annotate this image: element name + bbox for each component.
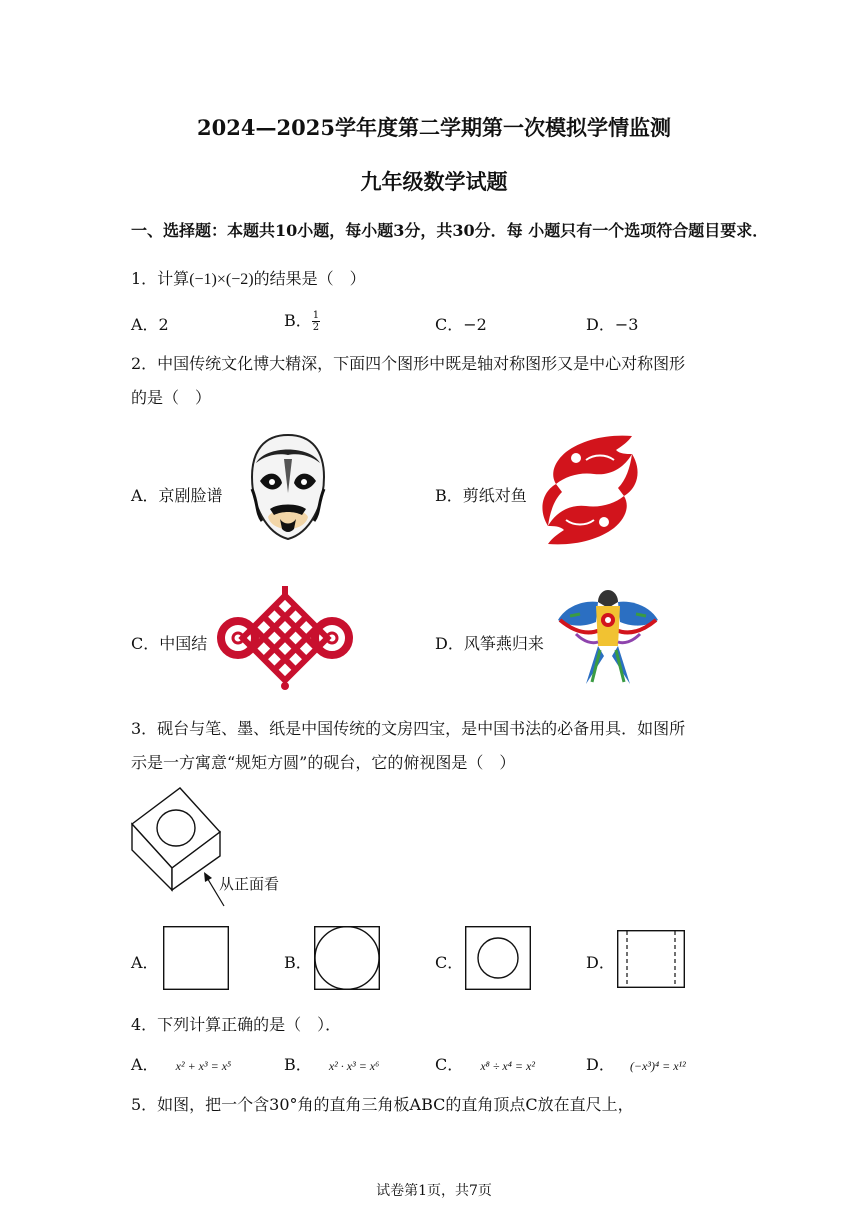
q4-option-a-expression: x² + x³ = x⁵ xyxy=(175,1059,232,1073)
q4-option-d-expression: (−x³)⁴ = x¹² xyxy=(629,1059,686,1073)
q4-option-d[interactable]: D． (−x³)⁴ = x¹² xyxy=(586,1055,686,1074)
question-2-line1: 2．中国传统文化博大精深，下面四个图形中既是轴对称图形又是中心对称图形 xyxy=(131,354,686,373)
question-1 xyxy=(131,266,366,289)
q2-option-c[interactable]: C．中国结 xyxy=(131,634,208,653)
q1-option-b-label: B． xyxy=(284,311,312,330)
page-footer: 试卷第1页，共7页 xyxy=(376,1183,492,1199)
q4-option-b[interactable]: B． x² · x³ = x⁶ xyxy=(284,1055,380,1074)
q3-option-a-square-figure xyxy=(163,926,229,990)
q3-option-c-small-circle-figure xyxy=(465,926,531,990)
q1-option-a[interactable]: A．2 xyxy=(131,315,169,334)
opera-mask-image xyxy=(246,433,330,543)
q4-option-a[interactable]: A． x² + x³ = x⁵ xyxy=(131,1055,232,1074)
q3-option-b-inscribed-circle-figure xyxy=(314,926,380,990)
q3-option-b[interactable]: B． xyxy=(284,953,312,972)
q3-option-d[interactable]: D． xyxy=(586,953,615,972)
q4-option-c-expression: x⁸ ÷ x⁴ = x² xyxy=(480,1059,535,1073)
exam-subtitle: 九年级数学试题 xyxy=(360,169,508,194)
q4-option-c[interactable]: C． x⁸ ÷ x⁴ = x² xyxy=(435,1055,535,1074)
q1-option-b[interactable] xyxy=(284,308,320,333)
paper-cut-fish-image xyxy=(536,432,644,548)
question-1-suffix: 的结果是（ ） xyxy=(253,269,366,288)
q1-option-d[interactable]: D．−3 xyxy=(586,315,639,334)
question-5: 5．如图，把一个含30°角的直角三角板ABC的直角顶点C放在直尺上， xyxy=(131,1095,634,1114)
q1-option-c[interactable]: C．−2 xyxy=(435,315,487,334)
view-direction-label: 从正面看 xyxy=(219,875,280,893)
q1-option-b-fraction: $\frac{1}{2}$ xyxy=(312,310,320,333)
question-1-expression: (−1)×(−2) xyxy=(189,271,254,288)
section-heading-choice: 一、选择题：本题共10小题，每小题3分，共30分．每 小题只有一个选项符合题目要求． xyxy=(131,221,769,240)
question-2-line2: 的是（ ） xyxy=(131,388,212,407)
question-4: 4．下列计算正确的是（ ）． xyxy=(131,1015,342,1034)
q4-option-b-expression: x² · x³ = x⁶ xyxy=(328,1059,380,1073)
exam-title: 2024—2025学年度第二学期第一次模拟学情监测 xyxy=(197,115,671,140)
q2-option-d[interactable]: D．风筝燕归来 xyxy=(435,634,544,653)
swallow-kite-image xyxy=(556,586,660,688)
q3-option-c[interactable]: C． xyxy=(435,953,464,972)
question-3-line1: 3．砚台与笔、墨、纸是中国传统的文房四宝，是中国书法的必备用具．如图所 xyxy=(131,719,686,738)
q2-option-b[interactable]: B．剪纸对鱼 xyxy=(435,486,527,505)
q3-option-a[interactable]: A． xyxy=(131,953,159,972)
q2-option-a[interactable]: A．京剧脸谱 xyxy=(131,486,223,505)
chinese-knot-image xyxy=(216,586,354,690)
q3-option-d-dashed-lines-figure xyxy=(617,930,685,988)
question-3-line2: 示是一方寓意“规矩方圆”的砚台，它的俯视图是（ ） xyxy=(131,753,516,772)
question-1-prefix: 1．计算 xyxy=(131,269,190,288)
